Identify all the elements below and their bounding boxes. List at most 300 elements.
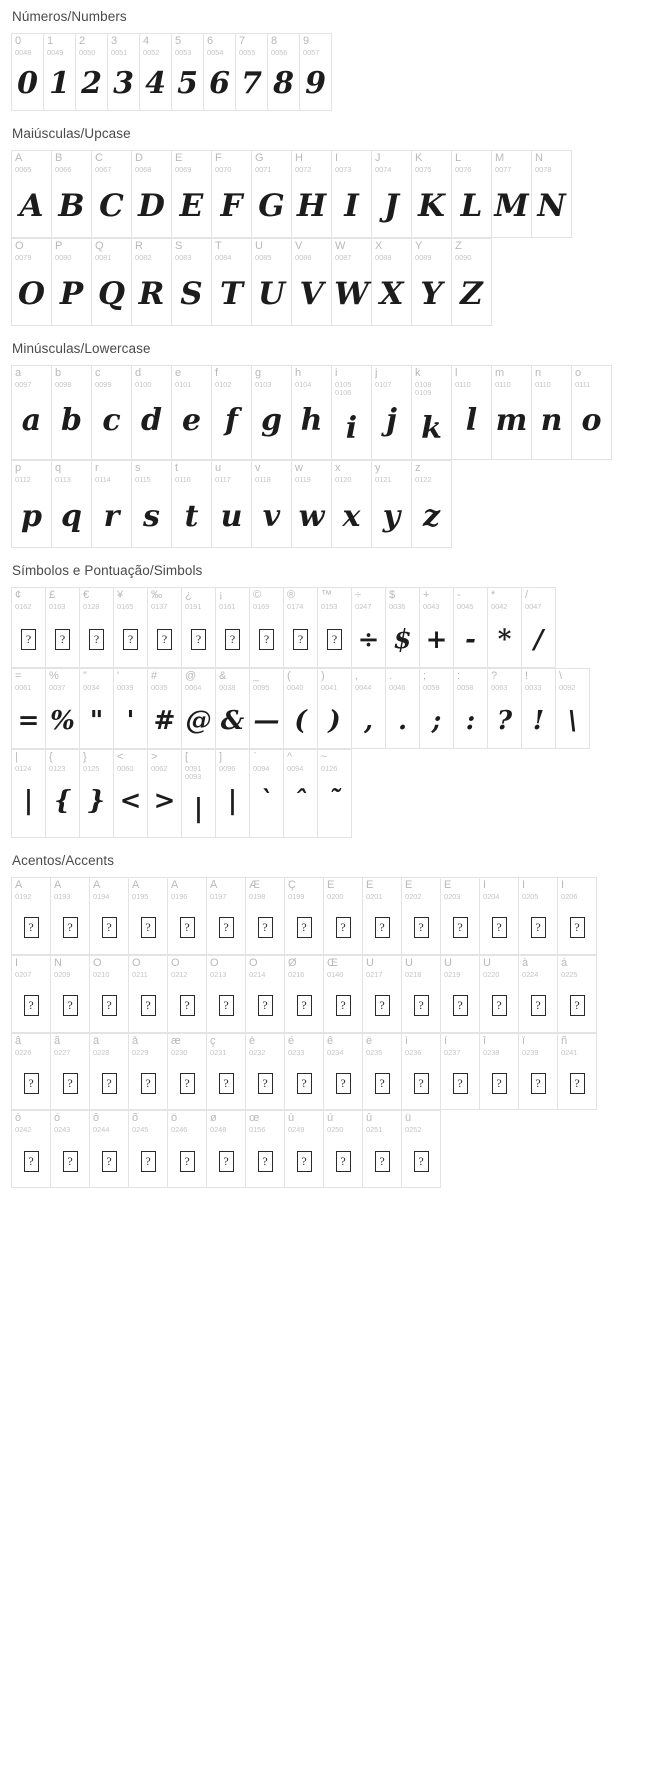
glyph-cell[interactable] [292,151,332,238]
glyph-cell[interactable] [522,588,556,668]
glyph-cell[interactable] [12,669,46,749]
glyph-cell[interactable] [182,669,216,749]
glyph-char-label: [ [185,752,189,763]
glyph-char-label: + [423,590,430,602]
glyph-cell[interactable] [172,151,212,238]
glyph-code-label: 0116 [175,475,191,485]
glyph-cell[interactable] [250,588,284,668]
glyph-code-label: 0192 [15,891,32,901]
notdef-box-icon: ? [180,1073,195,1094]
glyph-code-label: 0071 [255,164,272,174]
glyph-cell-header [12,239,51,263]
notdef-box-icon: ? [375,995,390,1016]
glyph-cell[interactable] [556,669,590,749]
glyph-cell[interactable] [132,239,172,325]
glyph-preview [252,263,291,325]
glyph-cell[interactable] [172,34,204,110]
glyph-cell[interactable] [92,239,132,325]
glyph-char-label: C [95,152,103,164]
glyph-code-label: 0068 [135,164,152,174]
glyph-cell[interactable] [324,1111,363,1187]
glyph-cell[interactable] [140,34,172,110]
glyph-cell[interactable] [212,461,252,547]
glyph-char-label: Ë [444,879,452,891]
glyph-cell-header [284,750,317,774]
glyph-cell[interactable] [363,956,402,1033]
glyph-cell[interactable] [51,956,90,1033]
glyph-char-label: / [525,590,529,602]
glyph-cell[interactable] [46,588,80,668]
glyph-preview [441,980,479,1032]
glyph-cell[interactable] [292,239,332,325]
glyph-char-label: ó [54,1113,61,1125]
glyph-cell[interactable] [402,1111,441,1187]
glyph-cell[interactable] [519,878,558,955]
glyph-cell[interactable] [284,669,318,749]
glyph-code-label: 0101 [175,379,192,389]
glyph-preview [284,612,317,667]
glyph-cell[interactable] [420,669,454,749]
glyph-char-label: > [151,752,158,763]
glyph-char-label: v [255,463,261,475]
glyph-code-label: 0052 [143,48,160,57]
glyph-cell[interactable] [412,366,452,461]
glyph-cell[interactable] [246,956,285,1033]
glyph-cell[interactable] [216,588,250,668]
glyph-cell-header [558,956,596,980]
glyph-cell[interactable] [207,956,246,1033]
glyph-char-label: ( [287,671,291,683]
glyph-preview [207,980,245,1032]
glyph-code-label: 0051 [111,48,128,57]
glyph-cell-header [80,588,113,612]
glyph-cell[interactable] [532,151,572,238]
glyph-preview [332,485,371,547]
glyph-cell[interactable] [332,461,372,547]
glyph-cell[interactable] [132,151,172,238]
glyph-cell[interactable] [412,239,452,325]
glyph-char-label: È [327,879,335,891]
glyph-cell[interactable] [132,366,172,461]
glyph-cell[interactable] [114,588,148,668]
glyph-code-label: 0075 [415,164,432,174]
glyph-cell[interactable] [558,956,597,1033]
glyph-cell[interactable] [216,669,250,749]
glyph-cell-header [52,366,91,390]
glyph-cell[interactable] [558,1034,597,1111]
glyph-cell[interactable] [76,34,108,110]
glyph-cell[interactable] [212,151,252,238]
glyph-cell[interactable] [252,461,292,547]
glyph-code-label: 0077 [495,164,512,174]
glyph-preview [402,1057,440,1109]
glyph-cell[interactable] [44,34,76,110]
glyph-cell[interactable] [90,956,129,1033]
glyph-cell[interactable] [12,956,51,1033]
glyph-cell[interactable] [441,1034,480,1111]
glyph-char-label: ã [54,1035,61,1047]
glyph-code-label: 0126 [321,764,338,773]
glyph-cell-header [129,1034,167,1058]
glyph-cell[interactable] [46,750,80,837]
glyph-cell[interactable] [284,588,318,668]
glyph-cell[interactable] [52,151,92,238]
glyph-cell[interactable] [51,878,90,955]
glyph-preview [172,58,203,110]
glyph-cell[interactable] [216,750,250,837]
glyph-preview [44,58,75,110]
glyph-cell-header [207,956,245,980]
glyph-cell[interactable] [532,366,572,461]
glyph-cell[interactable] [300,34,332,110]
glyph-preview [212,263,251,325]
glyph-preview [12,1057,50,1109]
glyph-cell[interactable] [452,151,492,238]
glyph-cell-header [108,34,139,58]
glyph-code-label: 0198 [249,891,266,901]
glyph-char-label: T [215,240,222,252]
glyph-code-label: 0205 [522,891,539,901]
glyph-cell[interactable] [92,461,132,547]
glyph-char-label: A [15,152,23,164]
glyph-cell[interactable] [372,461,412,547]
glyph-cell[interactable] [12,588,46,668]
glyph-cell[interactable] [92,151,132,238]
glyph-char-label: ) [321,671,325,683]
notdef-box-icon: ? [225,629,240,650]
notdef-box-icon: ? [531,1073,546,1094]
glyph-sample: s [143,498,160,534]
glyph-cell-header [168,878,206,902]
glyph-cell[interactable] [324,956,363,1033]
glyph-sample: m [495,403,528,438]
glyph-cell[interactable] [52,239,92,325]
glyph-preview [250,612,283,667]
glyph-cell[interactable] [412,151,452,238]
glyph-cell[interactable] [402,1034,441,1111]
glyph-cell[interactable] [402,878,441,955]
glyph-cell[interactable] [386,588,420,668]
glyph-cell[interactable] [51,1034,90,1111]
glyph-char-label: _ [253,671,260,683]
glyph-cell[interactable] [363,878,402,955]
glyph-cell-header [114,588,147,612]
glyph-cell[interactable] [324,1034,363,1111]
glyph-cell[interactable] [292,366,332,461]
glyph-cell[interactable] [363,1034,402,1111]
glyph-preview [250,693,283,748]
glyph-cell[interactable] [363,1111,402,1187]
glyph-cell-header [285,878,323,902]
glyph-cell[interactable] [252,151,292,238]
glyph-cell[interactable] [332,151,372,238]
glyph-cell[interactable] [90,878,129,955]
glyph-char-label: P [55,240,63,252]
glyph-cell[interactable] [454,588,488,668]
glyph-cell[interactable] [386,669,420,749]
glyph-cell-header [292,151,331,175]
glyph-preview [372,485,411,547]
glyph-cell-header [168,1034,206,1058]
glyph-cell-header [441,878,479,902]
glyph-cell[interactable] [352,669,386,749]
glyph-cell[interactable] [492,366,532,461]
glyph-cell[interactable] [332,366,372,461]
glyph-cell[interactable] [252,239,292,325]
glyph-cell[interactable] [46,669,80,749]
glyph-cell[interactable] [90,1034,129,1111]
glyph-cell-header [132,366,171,390]
glyph-preview [532,175,571,237]
glyph-cell[interactable] [558,878,597,955]
glyph-preview [182,782,215,837]
glyph-preview [558,902,596,954]
glyph-sample: / [533,624,544,655]
glyph-cell-header [250,588,283,612]
glyph-sample: L [460,187,483,224]
glyph-cell[interactable] [132,461,172,547]
glyph-cell-header [52,461,91,485]
glyph-cell-header [172,461,211,485]
glyph-code-label: 0124 [15,764,32,773]
glyph-cell[interactable] [441,878,480,955]
glyph-preview [76,58,107,110]
notdef-box-icon: ? [336,995,351,1016]
glyph-cell[interactable] [172,461,212,547]
glyph-char-label: a [15,367,22,379]
glyph-cell-header [519,956,557,980]
glyph-cell[interactable] [452,366,492,461]
glyph-cell-header [216,669,249,693]
glyph-cell[interactable] [172,366,212,461]
glyph-sample: 0 [17,66,38,102]
glyph-cell[interactable] [108,34,140,110]
glyph-char-label: y [375,463,381,475]
glyph-cell[interactable] [236,34,268,110]
glyph-cell[interactable] [12,1034,51,1111]
glyph-cell[interactable] [372,151,412,238]
glyph-cell[interactable] [318,669,352,749]
glyph-cell[interactable] [12,878,51,955]
glyph-cell[interactable] [52,461,92,547]
glyph-cell[interactable] [420,588,454,668]
glyph-cell-header [246,1111,284,1135]
glyph-cell[interactable] [412,461,452,547]
glyph-char-label: í [444,1035,448,1047]
glyph-cell[interactable] [148,750,182,837]
glyph-char-label: 8 [271,36,278,47]
glyph-cell[interactable] [212,239,252,325]
section-title: Maiúsculas/Upcase [12,125,131,141]
glyph-cell[interactable] [246,878,285,955]
glyph-cell[interactable] [246,1034,285,1111]
glyph-cell[interactable] [12,34,44,110]
glyph-cell[interactable] [250,669,284,749]
glyph-preview [216,612,249,667]
glyph-cell[interactable] [402,956,441,1033]
glyph-code-label: 0049 [47,48,64,57]
glyph-cell[interactable] [168,1034,207,1111]
notdef-box-icon: ? [157,629,172,650]
glyph-cell[interactable] [332,239,372,325]
glyph-cell-header [51,1111,89,1135]
glyph-cell[interactable] [492,151,532,238]
glyph-cell[interactable] [12,750,46,837]
glyph-char-label: ë [366,1035,373,1047]
glyph-cell[interactable] [352,588,386,668]
glyph-cell[interactable] [92,366,132,461]
glyph-code-label: 0113 [55,475,71,485]
glyph-cell[interactable] [250,750,284,837]
glyph-section [0,332,661,549]
glyph-cell[interactable] [80,669,114,749]
glyph-sample: F [220,187,243,224]
glyph-preview [51,1057,89,1109]
glyph-cell[interactable] [285,878,324,955]
glyph-code-label: 0104 [295,379,312,389]
glyph-char-label: \ [559,671,563,683]
glyph-cell[interactable] [114,750,148,837]
glyph-code-label: 0117 [215,475,231,485]
glyph-cell[interactable] [285,1111,324,1187]
glyph-code-label: 0082 [135,252,152,262]
glyph-sample: k [421,410,442,446]
glyph-preview [300,58,331,110]
glyph-cell[interactable] [207,1034,246,1111]
glyph-cell-header [92,461,131,485]
glyph-char-label: p [15,463,22,475]
glyph-char-label: ø [210,1113,217,1125]
glyph-char-label: Ò [93,957,102,969]
glyph-cell[interactable] [80,750,114,837]
glyph-cell[interactable] [182,750,216,837]
glyph-code-label: 0162 [15,602,32,612]
glyph-cell-header [412,239,451,263]
glyph-cell[interactable] [519,1034,558,1111]
glyph-sample: a [21,403,42,438]
notdef-box-icon: ? [375,1073,390,1094]
glyph-preview [386,693,419,748]
glyph-cell[interactable] [284,750,318,837]
glyph-cell[interactable] [488,588,522,668]
notdef-box-icon: ? [414,1151,429,1172]
glyph-preview [114,774,147,829]
glyph-preview [480,1057,518,1109]
glyph-code-label: 0056 [271,48,288,57]
glyph-cell[interactable] [454,669,488,749]
glyph-preview [268,58,299,110]
glyph-preview [532,390,571,452]
glyph-char-label: e [175,367,182,379]
glyph-cell-header [204,34,235,58]
glyph-cell[interactable] [182,588,216,668]
glyph-cell[interactable] [12,151,52,238]
glyph-cell[interactable] [212,366,252,461]
glyph-cell[interactable] [129,956,168,1033]
glyph-code-label: 0246 [171,1125,188,1135]
glyph-code-label: 0043 [423,602,440,612]
glyph-cell[interactable] [318,750,352,837]
glyph-code-label: 0098 [55,379,72,389]
glyph-code-label: 0122 [415,475,432,485]
glyph-code-label: 0072 [295,164,312,174]
glyph-preview [363,1057,401,1109]
glyph-cell[interactable] [207,878,246,955]
glyph-code-label: 0241 [561,1047,578,1057]
glyph-cell[interactable] [488,669,522,749]
glyph-cell[interactable] [129,1111,168,1187]
glyph-cell[interactable] [285,1034,324,1111]
section-title: Minúsculas/Lowercase [12,340,151,356]
glyph-cell[interactable] [268,34,300,110]
glyph-code-label: 0080 [55,252,72,262]
glyph-cell[interactable] [204,34,236,110]
glyph-cell[interactable] [452,239,492,325]
glyph-cell[interactable] [480,956,519,1033]
glyph-cell[interactable] [168,1111,207,1187]
glyph-cell[interactable] [168,956,207,1033]
glyph-cell[interactable] [12,239,52,325]
glyph-cell-header [12,878,50,902]
glyph-cell[interactable] [114,669,148,749]
glyph-cell[interactable] [168,878,207,955]
glyph-cell[interactable] [285,956,324,1033]
glyph-cell[interactable] [129,878,168,955]
glyph-cell[interactable] [90,1111,129,1187]
glyph-cell[interactable] [252,366,292,461]
glyph-cell[interactable] [148,669,182,749]
glyph-cell[interactable] [519,956,558,1033]
glyph-cell[interactable] [441,956,480,1033]
glyph-cell-header [12,151,51,175]
glyph-cell[interactable] [372,239,412,325]
glyph-cell[interactable] [52,366,92,461]
glyph-cell[interactable] [51,1111,90,1187]
glyph-cell[interactable] [318,588,352,668]
glyph-cell[interactable] [572,366,612,461]
glyph-cell[interactable] [12,1111,51,1187]
glyph-cell[interactable] [324,878,363,955]
glyph-cell[interactable] [372,366,412,461]
glyph-preview [12,902,50,954]
glyph-code-label: 0044 [355,683,372,693]
glyph-cell[interactable] [172,239,212,325]
glyph-cell[interactable] [246,1111,285,1187]
glyph-preview [285,980,323,1032]
glyph-code-label: 0105 0106 [335,379,352,397]
glyph-cell[interactable] [292,461,332,547]
glyph-cell[interactable] [480,878,519,955]
glyph-cell[interactable] [12,366,52,461]
glyph-cell[interactable] [12,461,52,547]
glyph-cell[interactable] [129,1034,168,1111]
glyph-cell[interactable] [148,588,182,668]
notdef-box-icon: ? [258,1151,273,1172]
notdef-box-icon: ? [375,917,390,938]
glyph-cell[interactable] [207,1111,246,1187]
glyph-preview [129,1135,167,1187]
glyph-sample: T [219,275,244,312]
glyph-cell-header [80,669,113,693]
glyph-char-label: g [255,367,262,379]
glyph-cell[interactable] [80,588,114,668]
glyph-code-label: 0094 [253,764,270,773]
glyph-char-label: L [455,152,462,164]
glyph-cell-header [52,239,91,263]
glyph-char-label: å [132,1035,139,1047]
glyph-cell[interactable] [522,669,556,749]
glyph-cell[interactable] [480,1034,519,1111]
